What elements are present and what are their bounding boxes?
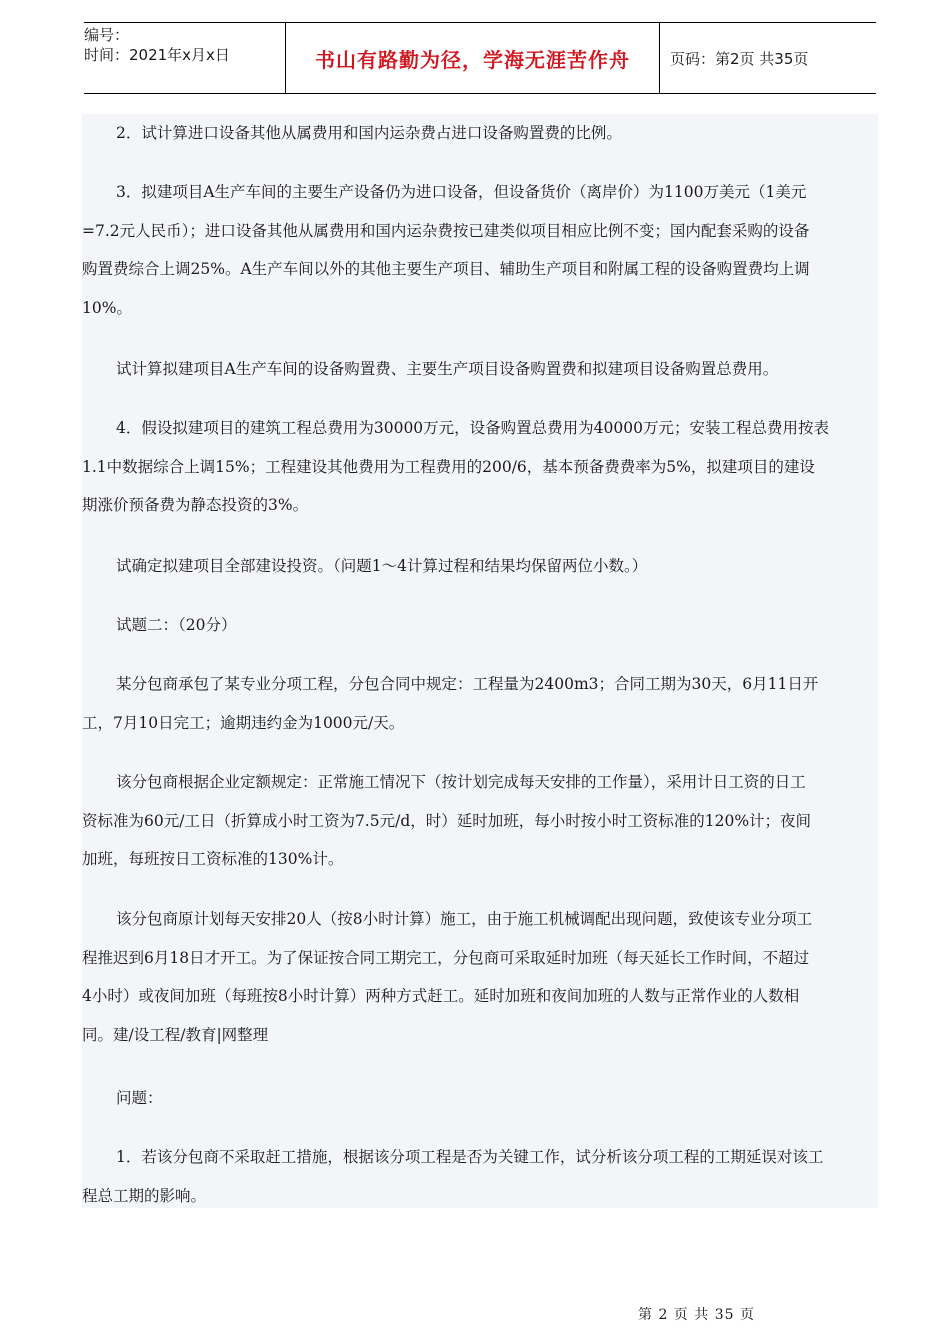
- paragraph-line: 试确定拟建项目全部建设投资。（问题1～4计算过程和结果均保留两位小数。）: [116, 557, 648, 575]
- paragraph-line: 某分包商承包了某专业分项工程，分包合同中规定：工程量为2400m3；合同工期为30天，6月11日开: [116, 675, 819, 693]
- paragraph-line: 购置费综合上调25%。A生产车间以外的其他主要生产项目、辅助生产项目和附属工程的设备购置费均上调: [82, 260, 810, 278]
- paragraph-q4-task: [82, 547, 878, 586]
- paragraph-line: 试计算拟建项目A生产车间的设备购置费、主要生产项目设备购置费和拟建项目设备购置总费用。: [116, 360, 779, 378]
- paragraph-line: 同。建/设工程/教育|网整理: [82, 1025, 269, 1044]
- paragraph-quota: [82, 763, 878, 879]
- paragraph-line: 4小时）或夜间加班（每班按8小时计算）两种方式赶工。延时加班和夜间加班的人数与正常作业的人数相: [82, 987, 800, 1005]
- paragraph-q3: [82, 173, 878, 327]
- paragraph-line: 1．若该分包商不采取赶工措施，根据该分项工程是否为关键工作，试分析该分项工程的工期延误对该工: [116, 1148, 824, 1166]
- paragraph-line: 4．假设拟建项目的建筑工程总费用为30000万元，设备购置总费用为40000万元；安装工程总费用按表: [116, 419, 829, 437]
- page-header: [84, 22, 876, 94]
- paragraph-questions-heading: [82, 1079, 878, 1118]
- paragraph-q4: [82, 409, 878, 525]
- paragraph-line: 10%。: [82, 298, 132, 317]
- paragraph-line: =7.2元人民币）；进口设备其他从属费用和国内运杂费按已建类似项目相应比例不变；国内配套采购的设备: [82, 221, 810, 240]
- paragraph-line: 程总工期的影响。: [82, 1186, 207, 1205]
- header-page-label: 页码：第2页 共35页: [670, 49, 809, 68]
- header-number-label: 编号：: [84, 26, 130, 44]
- paragraph-q2: [82, 114, 878, 153]
- paragraph-line: 试题二：（20分）: [116, 616, 237, 634]
- header-time-label: 时间：2021年x月x日: [84, 46, 230, 64]
- paragraph-line: 工，7月10日完工；逾期违约金为1000元/天。: [82, 713, 405, 732]
- paragraph-line: 2．试计算进口设备其他从属费用和国内运杂费占进口设备购置费的比例。: [116, 124, 622, 142]
- paragraph-line: 资标准为60元/工日（折算成小时工资为7.5元/d，时）延时加班，每小时按小时工资标准的120%计；夜间: [82, 811, 812, 830]
- paragraph-line: 1.1中数据综合上调15%；工程建设其他费用为工程费用的200/6，基本预备费费率为5%，拟建项目的建设: [82, 457, 815, 476]
- paragraph-line: 程推迟到6月18日才开工。为了保证按合同工期完工，分包商可采取延时加班（每天延长工作时间，不超过: [82, 948, 810, 967]
- page-footer: 第 2 页 共 35 页: [638, 1307, 755, 1323]
- paragraph-q3-task: [82, 350, 878, 389]
- header-meta: [84, 23, 286, 93]
- paragraph-line: 该分包商根据企业定额规定：正常施工情况下（按计划完成每天安排的工作量），采用计日工资的日工: [116, 773, 806, 791]
- paragraph-contract: [82, 665, 878, 742]
- paragraph-section-title: [82, 606, 878, 645]
- paragraph-line: 问题：: [116, 1089, 163, 1107]
- header-motto: 书山有路勤为径，学海无涯苦作舟: [286, 23, 660, 93]
- paragraph-question-1: [82, 1138, 878, 1215]
- paragraph-line: 3．拟建项目A生产车间的主要生产设备仍为进口设备，但设备货价（离岸价）为1100万美元（1美元: [116, 183, 807, 201]
- paragraph-plan: [82, 900, 878, 1054]
- paragraph-line: 期涨价预备费为静态投资的3%。: [82, 496, 309, 514]
- paragraph-line: 该分包商原计划每天安排20人（按8小时计算）施工，由于施工机械调配出现问题，致使该专业分项工: [116, 910, 813, 928]
- paragraph-line: 加班，每班按日工资标准的130%计。: [82, 850, 344, 868]
